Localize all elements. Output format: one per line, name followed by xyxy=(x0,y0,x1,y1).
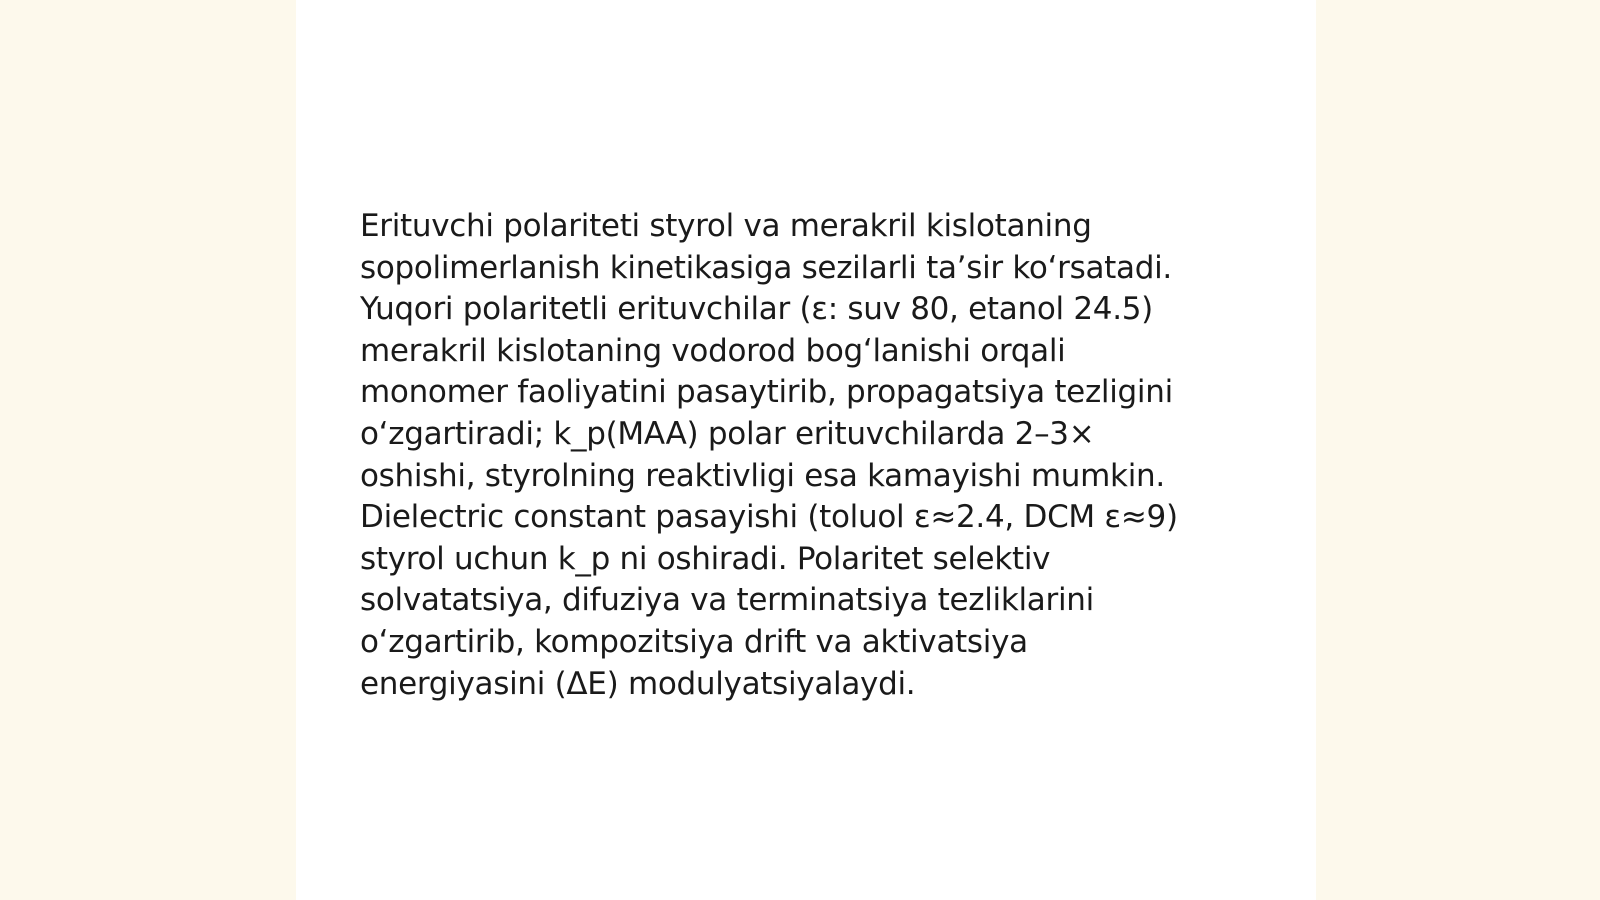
text-line: oʻzgartirib, kompozitsiya drift va aktivatsiya xyxy=(360,623,1028,660)
text-line: oʻzgartiradi; k_p(MAA) polar erituvchilarda 2–3× xyxy=(360,415,1095,452)
text-line: Yuqori polaritetli erituvchilar (ε: suv 80, etanol 24.5) xyxy=(360,291,1153,328)
text-line: Dielectric constant pasayishi (toluol ε≈2.4, DCM ε≈9) xyxy=(360,499,1178,536)
text-line: sopolimerlanish kinetikasiga sezilarli ta’sir koʻrsatadi. xyxy=(360,249,1172,286)
body-paragraph xyxy=(360,206,1240,705)
document-page xyxy=(296,0,1316,900)
text-line: solvatatsiya, difuziya va terminatsiya tezliklarini xyxy=(360,582,1094,619)
text-line: Erituvchi polariteti styrol va merakril kislotaning xyxy=(360,208,1092,244)
text-line: oshishi, styrolning reaktivligi esa kamayishi mumkin. xyxy=(360,457,1165,494)
text-line: energiyasini (ΔE) modulyatsiyalaydi. xyxy=(360,665,916,702)
text-line: merakril kislotaning vodorod bogʻlanishi orqali xyxy=(360,332,1066,369)
text-line: monomer faoliyatini pasaytirib, propagatsiya tezligini xyxy=(360,374,1173,411)
text-line: styrol uchun k_p ni oshiradi. Polaritet selektiv xyxy=(360,540,1051,577)
